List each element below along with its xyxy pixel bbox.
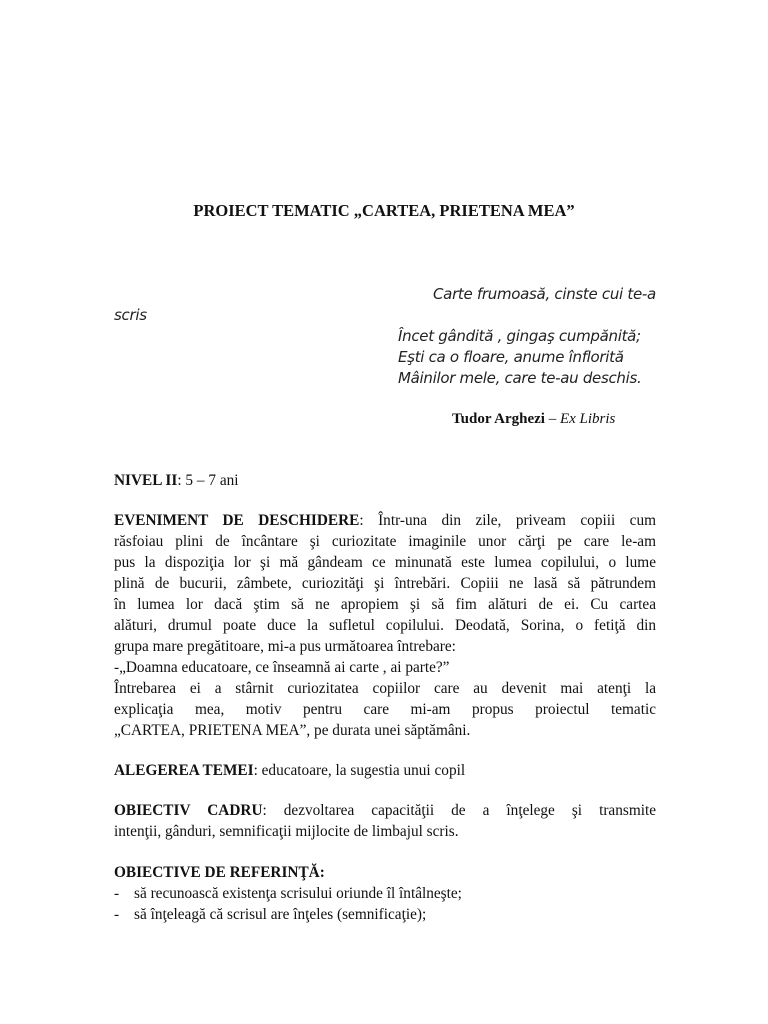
poem-line-3: Eşti ca o floare, anume înflorită — [398, 348, 624, 366]
alegerea-line — [114, 760, 465, 781]
page-title: PROIECT TEMATIC „CARTEA, PRIETENA MEA” — [193, 201, 575, 220]
obiectiv-cadru-line: OBIECTIV CADRU: dezvoltarea capacităţii de a înţelege şi transmite — [114, 802, 657, 819]
eveniment-line: -„Doamna educatoare, ce înseamnă ai carte , ai parte?” — [114, 659, 450, 676]
work-title: Ex Libris — [559, 411, 616, 427]
alegerea-value: : educatoare, la sugestia unui copil — [253, 762, 466, 779]
attribution-dash: – — [544, 411, 560, 427]
eveniment-line: explicaţia mea, motiv pentru care mi-am propus proiectul tematic — [114, 701, 656, 718]
poem-line-2: Încet gândită , gingaş cumpănită; — [398, 327, 641, 345]
obiectiv-cadru-line: intenţii, gânduri, semnificaţii mijlocite de limbajul scris. — [114, 823, 459, 840]
eveniment-line: plină de bucurii, zâmbete, curiozităţi şi întrebări. Copiii ne lasă să pătrundem — [114, 575, 656, 592]
eveniment-line: EVENIMENT DE DESCHIDERE: Într-una din zile, priveam copiii cum — [114, 512, 656, 529]
nivel-label: NIVEL II — [114, 472, 178, 489]
obiective-referinta-heading: OBIECTIVE DE REFERINŢĂ: — [114, 864, 325, 881]
author-name: Tudor Arghezi — [452, 411, 545, 427]
list-item: - să recunoască existenţa scrisului oriunde îl întâlneşte; — [114, 885, 462, 902]
nivel-line — [114, 470, 239, 491]
eveniment-line: pus la dispoziţia lor şi mă gândeam ce minunată este lumea copilului, o lume — [114, 554, 656, 571]
nivel-value: : 5 – 7 ani — [177, 472, 239, 489]
eveniment-line: „CARTEA, PRIETENA MEA”, pe durata unei săptămâni. — [114, 722, 471, 739]
poem-attribution — [452, 411, 615, 428]
eveniment-line: alături, drumul poate duce la sufletul copilului. Deodată, Sorina, o fetiţă din — [114, 617, 656, 634]
poem-line-1: Carte frumoasă, cinste cui te-a — [433, 285, 656, 303]
eveniment-label: EVENIMENT DE DESCHIDERE — [114, 512, 360, 529]
eveniment-paragraph — [114, 510, 656, 741]
alegerea-label: ALEGEREA TEMEI — [114, 762, 254, 779]
eveniment-line: răsfoiau plini de încântare şi curiozitate imaginile unor cărţi pe care le-am — [114, 533, 656, 550]
bullet-dash: - — [114, 885, 120, 902]
obiectiv-cadru-label: OBIECTIV CADRU — [114, 802, 263, 819]
bullet-dash: - — [114, 906, 120, 923]
list-item: - să înţeleagă că scrisul are înţeles (semnificaţie); — [114, 906, 427, 923]
obiectiv-cadru-paragraph — [114, 800, 656, 842]
poem-line-1-continuation: scris — [114, 306, 147, 324]
eveniment-line: grupa mare pregătitoare, mi-a pus următoarea întrebare: — [114, 638, 456, 655]
eveniment-line: Întrebarea ei a stârnit curiozitatea copiilor care au devenit mai atenţi la — [114, 680, 656, 697]
poem-line-4: Mâinilor mele, care te-au deschis. — [398, 369, 642, 387]
eveniment-line: în lumea lor dacă ştim să ne apropiem şi să fim alături de ei. Cu cartea — [114, 596, 656, 613]
